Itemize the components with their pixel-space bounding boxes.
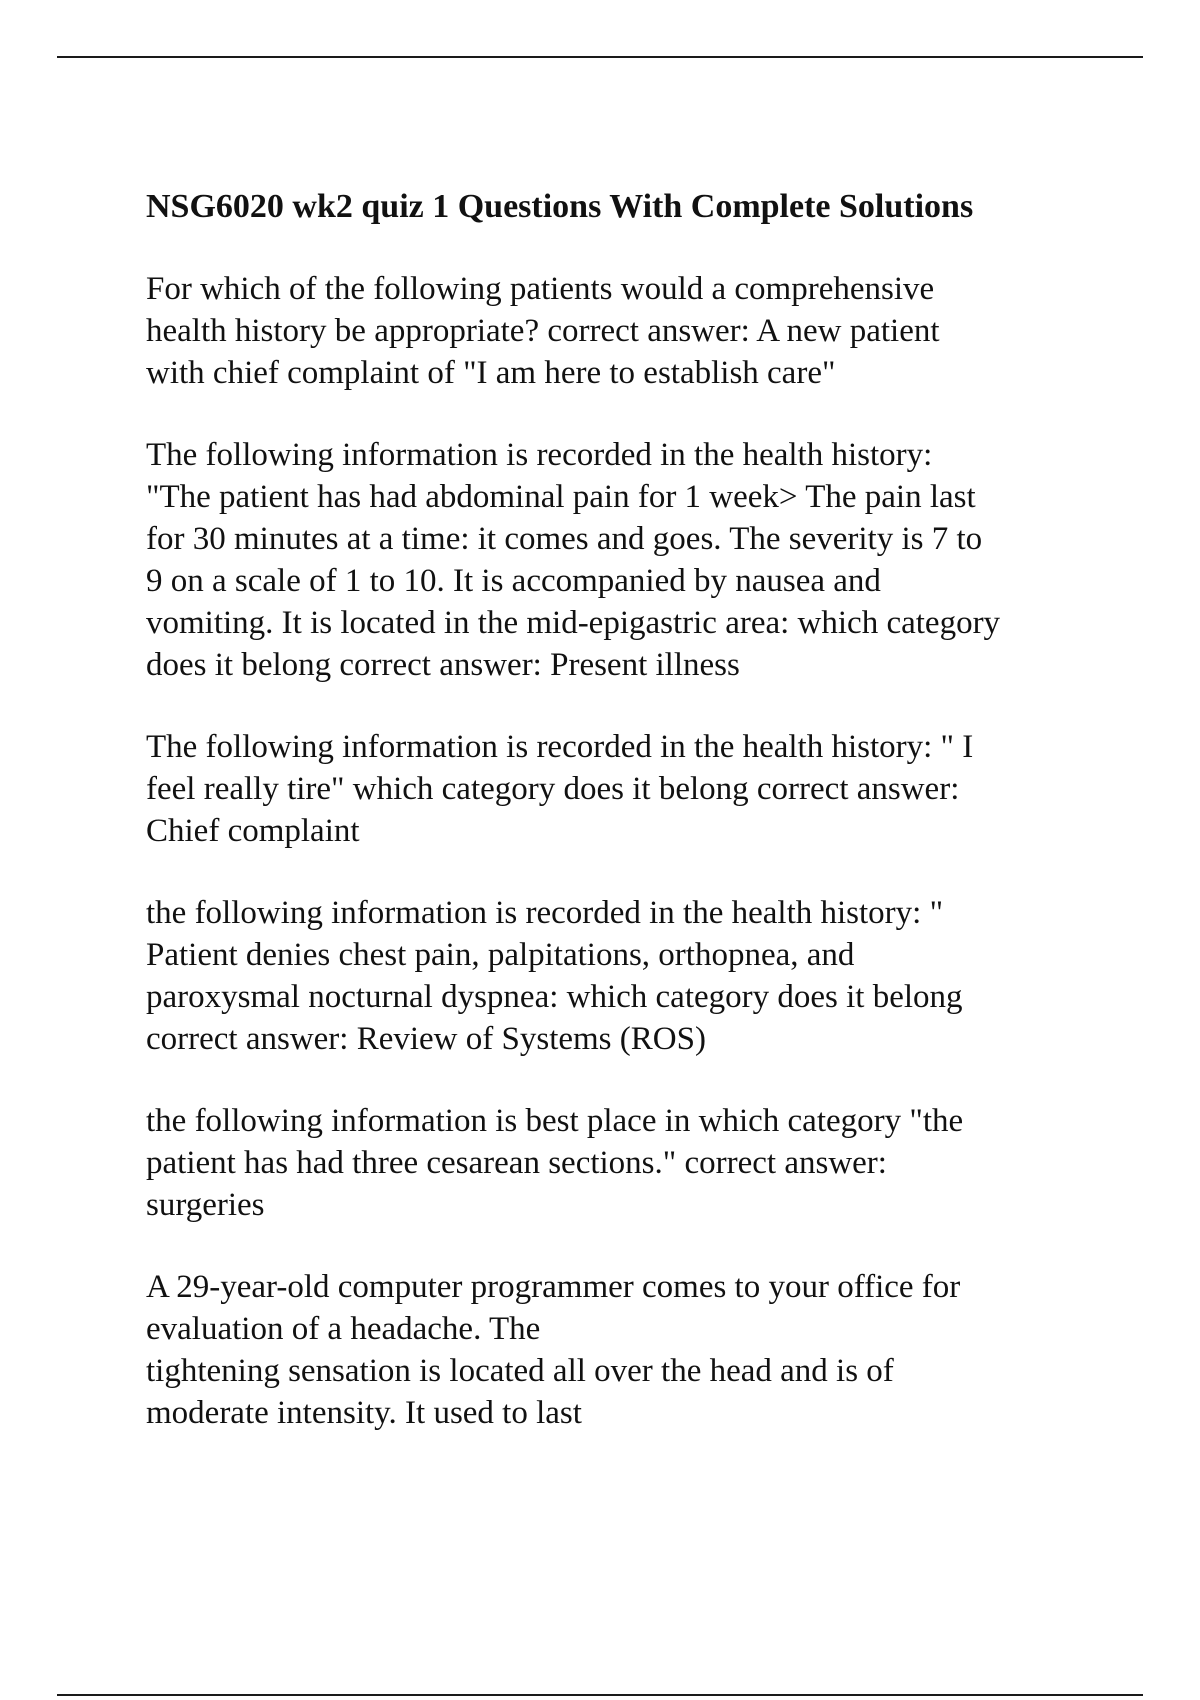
top-rule [57,56,1143,58]
question-answer-3: The following information is recorded in the health history: " I feel really tire" which category does it belong correct answer: Chief complaint [146,729,974,849]
question-answer-1: For which of the following patients would a comprehensive health history be appropriate? correct answer: A new patient with chief complaint of "I am here to establish care" [146,271,940,391]
question-answer-2: The following information is recorded in the health history: "The patient has had abdominal pain for 1 week> The pain last for 30 minutes at a time: it comes and goes. The severity is 7 to 9 on a scale of 1 to 10. It is accompanied by nausea and vomiting. It is located in the mid-epigastric area: which category does it belong correct answer: Present illness [146,437,1001,683]
bottom-rule [57,1694,1143,1696]
document-title: NSG6020 wk2 quiz 1 Questions With Complete Solutions [146,188,974,225]
question-answer-5: the following information is best place in which category "the patient has had three cesarean sections." correct answer: surgeries [146,1103,964,1223]
question-answer-4: the following information is recorded in the health history: " Patient denies chest pain, palpitations, orthopnea, and paroxysmal nocturnal dyspnea: which category does it belong correct answer: Review of Systems (ROS) [146,895,963,1057]
document-body [146,186,1096,1474]
question-answer-6: A 29-year-old computer programmer comes to your office for evaluation of a headache. The tightening sensation is located all over the head and is of moderate intensity. It used to last [146,1269,961,1431]
